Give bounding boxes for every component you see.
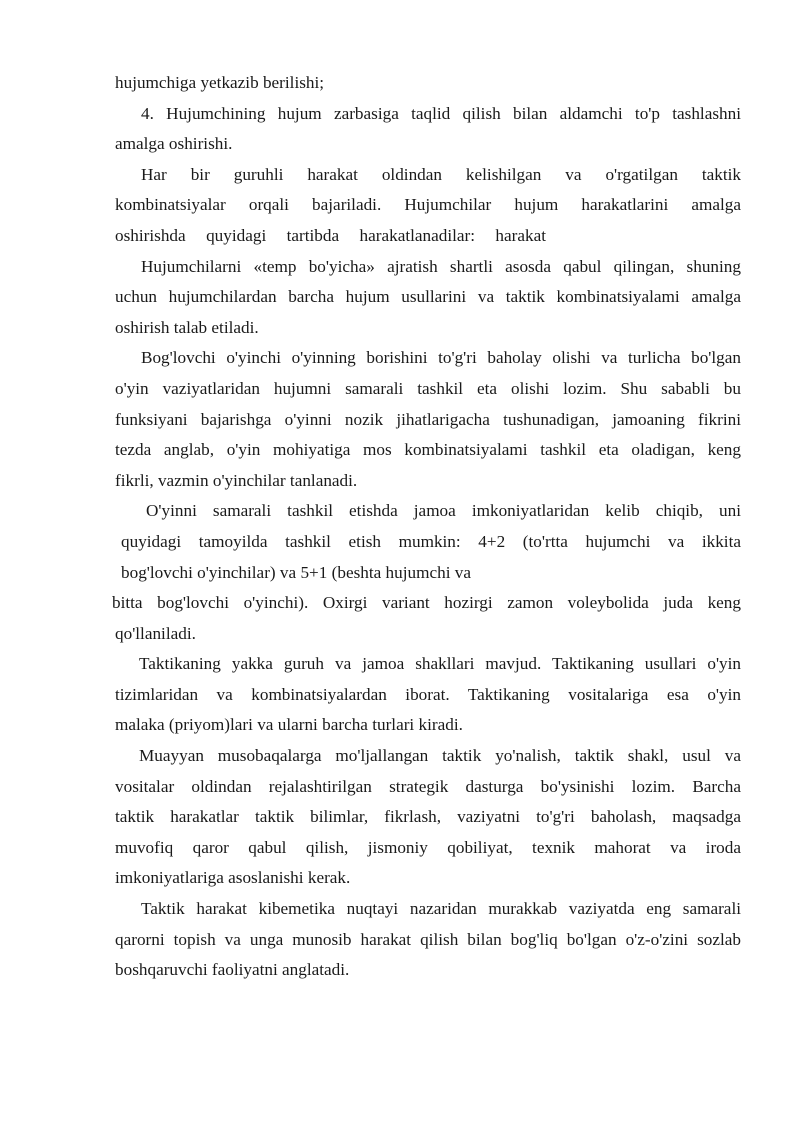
text-line: quyidagi tamoyilda tashkil etish mumkin: 4+2 (to'rtta hujumchi va ikkita	[121, 531, 741, 551]
text-line: malaka (priyom)lari va ularni barcha turlari kiradi.	[115, 715, 463, 735]
text-line: vositalar oldindan rejalashtirilgan strategik dasturga bo'ysinishi lozim. Barcha	[115, 776, 741, 796]
text-line: hujumchiga yetkazib berilishi;	[115, 73, 325, 92]
text-line: bog'lovchi o'yinchilar) va 5+1 (beshta hujumchi va	[121, 562, 472, 582]
numbered-item-4: 4. Hujumchining hujum zarbasiga taqlid qilish bilan aldamchi to'p tashlashni	[141, 103, 741, 123]
text-line: qo'llaniladi.	[115, 623, 196, 643]
paragraph-start: Muayyan musobaqalarga mo'ljallangan taktik yo'nalish, taktik shakl, usul va	[139, 746, 741, 766]
paragraph-start: Hujumchilarni «temp bo'yicha» ajratish shartli asosda qabul qilingan, shuning	[141, 256, 741, 276]
text-line: imkoniyatlariga asoslanishi kerak.	[115, 868, 351, 888]
paragraph-start: Bog'lovchi o'yinchi o'yinning borishini to'g'ri baholay olishi va turlicha bo'lgan	[141, 348, 741, 368]
text-line: oshirish talab etiladi.	[115, 317, 259, 337]
text-line: tezda anglab, o'yin mohiyatiga mos kombinatsiyalami tashkil eta oladigan, keng	[115, 440, 741, 460]
text-line: taktik harakatlar taktik bilimlar, fikrlash, vaziyatni to'g'ri baholash, maqsadga	[115, 807, 741, 827]
paragraph-start: Taktik harakat kibemetika nuqtayi nazaridan murakkab vaziyatda eng samarali	[141, 899, 741, 919]
paragraph-start: Har bir guruhli harakat oldindan kelishilgan va o'rgatilgan taktik	[141, 164, 741, 184]
text-line: tizimlaridan va kombinatsiyalardan iborat. Taktikaning vositalariga esa o'yin	[115, 684, 741, 704]
text-line: amalga oshirishi.	[115, 134, 233, 154]
document-page	[112, 68, 741, 986]
text-line: uchun hujumchilardan barcha hujum usullarini va taktik kombinatsiyalami amalga	[115, 287, 741, 307]
text-line: bitta bog'lovchi o'yinchi). Oxirgi variant hozirgi zamon voleybolida juda keng	[112, 593, 741, 613]
text-line: oshirishda quyidagi tartibda harakatlanadilar: harakat	[115, 225, 546, 245]
paragraph-start: Taktikaning yakka guruh va jamoa shakllari mavjud. Taktikaning usullari o'yin	[139, 654, 741, 674]
text-line: funksiyani bajarishga o'yinni nozik jihatlarigacha tushunadigan, jamoaning fikrini	[115, 409, 741, 429]
text-line: boshqaruvchi faoliyatni anglatadi.	[115, 960, 350, 980]
text-line: fikrli, vazmin o'yinchilar tanlanadi.	[115, 470, 358, 490]
paragraph-start: O'yinni samarali tashkil etishda jamoa imkoniyatlaridan kelib chiqib, uni	[146, 501, 741, 521]
text-line: qarorni topish va unga munosib harakat qilish bilan bog'liq bo'lgan o'z-o'zini sozlab	[115, 929, 741, 949]
text-line: muvofiq qaror qabul qilish, jismoniy qobiliyat, texnik mahorat va iroda	[115, 837, 741, 857]
text-line: o'yin vaziyatlaridan hujumni samarali tashkil eta olishi lozim. Shu sababli bu	[115, 378, 741, 398]
text-line: kombinatsiyalar orqali bajariladi. Hujumchilar hujum harakatlarini amalga	[115, 195, 741, 215]
